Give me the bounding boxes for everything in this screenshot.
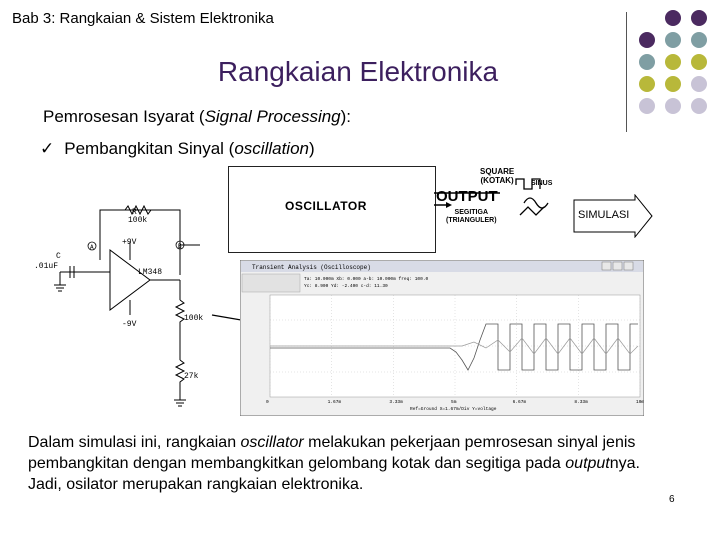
oscillator-label: OSCILLATOR [285,199,367,213]
decorative-dot [639,98,655,114]
simulasi-label: SIMULASI [578,209,630,221]
r-label: R [132,208,137,217]
para-text-2: melakukan pekerjaan pemrosesan sinyal jenis pembangkitan dengan membangkitkan gelombang kotak dan segitiga pada [28,434,636,472]
decorative-dot [691,10,707,26]
scope-footer: Ref=Ground X=1.67m/Div Y=voltage [410,407,497,412]
decorative-dot [691,98,707,114]
decorative-dot [665,10,681,26]
scope-x-tick: 1.67m [327,400,342,405]
bullet-item [40,139,315,159]
decorative-dot [665,98,681,114]
minimize-button[interactable] [602,262,611,270]
slide-title: Rangkaian Elektronika [217,56,499,87]
node-b: B [178,243,182,250]
square-label: SQUARE (KOTAK) [480,167,515,185]
subtitle-text-post: ): [340,107,352,126]
page-number: 6 [669,494,675,505]
oscilloscope-window [240,260,644,416]
scope-title: Transient Analysis (Oscilloscope) [252,264,371,271]
vminus-label: -9V [122,320,137,329]
scope-readout-2: Yc: 8.900 Yd: -2.400 c-d: 11.30 [304,284,388,289]
close-button[interactable] [624,262,633,270]
decorative-dot [691,32,707,48]
slide-subtitle [43,107,351,127]
scope-x-tick: 6.67m [512,400,527,405]
node-a: A [90,244,94,251]
scope-toolbar[interactable] [242,274,300,292]
para-text-3: nya. Jadi, osilator merupakan rangkaian elektronika. [28,455,640,493]
output-label: OUTPUT [436,188,498,205]
r-value: 100k [128,216,148,225]
body-paragraph [28,432,648,495]
r3-value: 27k [184,372,199,381]
scope-readout-1: Ta: 10.000m Xb: 0.000 a-b: 10.000m freq: 100.0 [304,277,429,282]
para-em-1: oscillator [240,434,304,451]
bullet-text-post: ) [309,139,315,158]
scope-x-tick: 5m [451,400,457,405]
c-label: C [56,252,61,261]
sinus-label: SINUS [531,180,553,187]
para-em-2: output [565,455,610,472]
para-text-1: Dalam simulasi ini, rangkaian [28,434,241,451]
chapter-header: Bab 3: Rangkaian & Sistem Elektronika [12,10,274,27]
bullet-text-pre: Pembangkitan Sinyal ( [64,139,235,158]
decorative-dot [639,32,655,48]
check-icon: ✓ [40,139,55,158]
oscillator-circuit [30,200,220,415]
maximize-button[interactable] [613,262,622,270]
scope-x-tick: 10m [636,400,644,405]
triangle-label: SEGITIGA (TRIANGULER) [446,209,497,224]
c-value: .01uF [34,262,59,271]
bullet-text-em: oscillation [234,139,309,158]
scope-x-tick: 3.33m [389,400,403,405]
scope-x-tick: 0 [266,400,269,405]
opamp-label: LM348 [138,268,163,277]
r2-value: 100k [184,314,204,323]
oscillator-box [228,166,436,253]
subtitle-text-pre: Pemrosesan Isyarat ( [43,107,205,126]
vplus-label: +9V [122,238,137,247]
scope-x-tick: 8.33m [574,400,588,405]
subtitle-text-em: Signal Processing [204,107,341,126]
decorative-dot [665,32,681,48]
